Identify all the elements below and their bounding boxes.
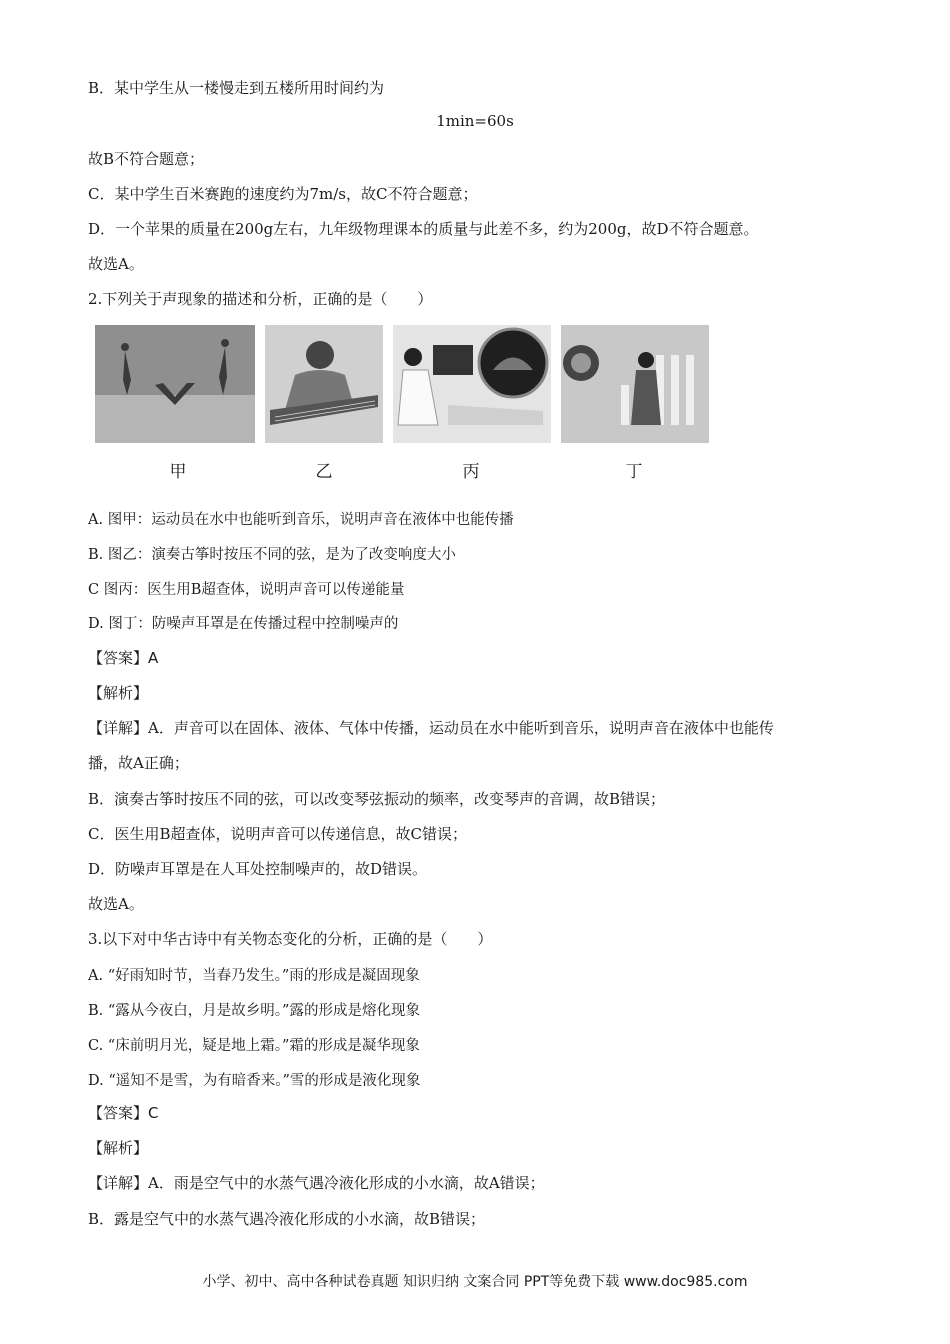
q2-answer-line xyxy=(88,647,158,668)
figure-factory-photo xyxy=(561,325,709,443)
q3-stem: 3.以下对中华古诗中有关物态变化的分析，正确的是（ ） xyxy=(88,930,493,948)
q3-detail-b: B．露是空气中的水蒸气遇冷液化形成的小水滴，故B错误； xyxy=(88,1210,486,1228)
q1-option-b-conclusion: 故B不符合题意； xyxy=(88,150,205,168)
figure-guzheng-photo xyxy=(265,325,383,443)
figure-swimmers-photo xyxy=(95,325,255,443)
q2-answer-value: A xyxy=(148,649,159,667)
q2-stem: 2.下列关于声现象的描述和分析，正确的是（ ） xyxy=(88,290,433,308)
q3-analysis-tag: 【解析】 xyxy=(88,1139,149,1157)
figure-label-ding: 丁 xyxy=(625,462,643,482)
q3-answer-line xyxy=(88,1102,159,1123)
figure-ultrasound-photo xyxy=(393,325,551,443)
q2-detail-line2: 播，故A正确； xyxy=(88,754,189,772)
q2-option-b: B. 图乙：演奏古筝时按压不同的弦，是为了改变响度大小 xyxy=(88,547,456,563)
q1-choice: 故选A。 xyxy=(88,255,144,273)
figure-label-jia: 甲 xyxy=(169,462,187,482)
q2-choice: 故选A。 xyxy=(88,895,144,913)
q2-detail-b: B．演奏古筝时按压不同的弦，可以改变琴弦振动的频率，改变琴声的音调，故B错误； xyxy=(88,790,666,808)
q3-answer-value: C xyxy=(148,1104,159,1122)
q1-option-d-text: D．一个苹果的质量在200g左右，九年级物理课本的质量与此差不多，约为200g，故D不符合题意。 xyxy=(88,220,759,238)
q3-option-a: A. “好雨知时节，当春乃发生。”雨的形成是凝固现象 xyxy=(88,968,420,984)
page-footer: 小学、初中、高中各种试卷真题 知识归纳 文案合同 PPT等免费下载 www.doc985.com xyxy=(202,1274,748,1290)
figure-label-bing: 丙 xyxy=(462,462,480,482)
q2-detail-c: C．医生用B超查体，说明声音可以传递信息，故C错误； xyxy=(88,825,467,843)
q2-detail-d: D．防噪声耳罩是在人耳处控制噪声的，故D错误。 xyxy=(88,860,428,878)
q2-option-d: D. 图丁：防噪声耳罩是在传播过程中控制噪声的 xyxy=(88,616,399,632)
q2-figure-row xyxy=(95,325,715,482)
q3-answer-tag: 【答案】 xyxy=(88,1104,149,1122)
q3-detail-a: 【详解】A．雨是空气中的水蒸气遇冷液化形成的小水滴，故A错误； xyxy=(88,1174,545,1192)
q2-detail-line1: 【详解】A．声音可以在固体、液体、气体中传播，运动员在水中能听到音乐，说明声音在液体中也能传 xyxy=(88,719,774,737)
q2-answer-tag: 【答案】 xyxy=(88,649,149,667)
q3-option-d: D. “遥知不是雪，为有暗香来。”雪的形成是液化现象 xyxy=(88,1073,421,1089)
q2-option-a: A. 图甲：运动员在水中也能听到音乐，说明声音在液体中也能传播 xyxy=(88,512,514,528)
q1-option-c-text: C．某中学生百米赛跑的速度约为7m/s，故C不符合题意； xyxy=(88,185,478,203)
q2-analysis-tag: 【解析】 xyxy=(88,684,149,702)
figure-label-yi: 乙 xyxy=(315,462,333,482)
q1-formula: 1min=60s xyxy=(436,112,514,130)
q1-option-b-text: B．某中学生从一楼慢走到五楼所用时间约为 xyxy=(88,79,385,97)
q3-option-b: B. “露从今夜白，月是故乡明。”露的形成是熔化现象 xyxy=(88,1003,420,1019)
q3-option-c: C. “床前明月光，疑是地上霜。”霜的形成是凝华现象 xyxy=(88,1038,420,1054)
q2-option-c: C 图丙：医生用B超查体，说明声音可以传递能量 xyxy=(88,582,405,598)
